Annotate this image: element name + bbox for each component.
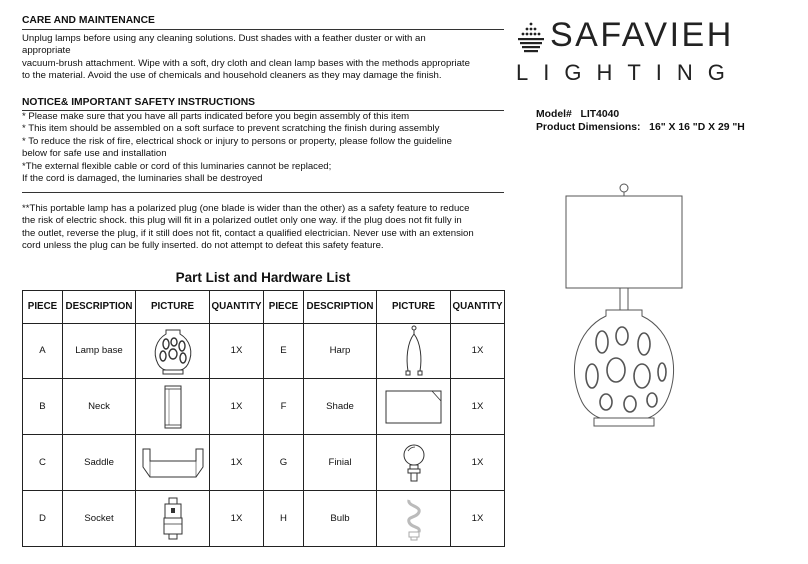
lamp-illustration bbox=[554, 180, 694, 440]
piece-cell: E bbox=[264, 323, 304, 379]
plug-warning bbox=[22, 203, 504, 253]
care-line: Unplug lamps before using any cleaning solutions. Dust shades with a feather duster or with an bbox=[22, 33, 426, 44]
notice-title: NOTICE& IMPORTANT SAFETY INSTRUCTIONS bbox=[22, 97, 256, 108]
piece-cell: G bbox=[264, 435, 304, 491]
quantity-cell: 1X bbox=[210, 435, 264, 491]
plug-line: the risk of electric shock. this plug will fit in a polarized outlet only one way. if the plug does not fit fully in bbox=[22, 215, 462, 227]
header-piece: PIECE bbox=[23, 291, 63, 324]
notice-body bbox=[22, 111, 504, 185]
picture-cell bbox=[377, 379, 451, 435]
quantity-cell: 1X bbox=[451, 379, 505, 435]
notice-line: *The external flexible cable or cord of this luminaries cannot be replaced; bbox=[22, 160, 332, 172]
picture-cell bbox=[377, 323, 451, 379]
care-body bbox=[22, 33, 504, 83]
table-row bbox=[23, 491, 505, 547]
dimensions-value: 16" X 16 "D X 29 "H bbox=[649, 122, 745, 133]
diamond-dots-icon bbox=[516, 22, 546, 54]
description-cell: Lamp base bbox=[63, 323, 136, 379]
socket-icon bbox=[158, 496, 188, 542]
header-piece: PIECE bbox=[264, 291, 304, 324]
picture-cell bbox=[136, 323, 210, 379]
notice-bottom-divider bbox=[22, 192, 504, 193]
care-line: to the material. Avoid the use of chemicals and household cleaners as they may damage the finish. bbox=[22, 70, 442, 82]
brand-logo bbox=[514, 14, 804, 86]
lamp-base-icon bbox=[148, 326, 198, 376]
description-cell: Shade bbox=[304, 379, 377, 435]
dimensions-line bbox=[536, 121, 745, 134]
product-column bbox=[508, 0, 808, 564]
harp-icon bbox=[399, 325, 429, 377]
finial-icon bbox=[399, 441, 429, 485]
header-picture: PICTURE bbox=[377, 291, 451, 324]
quantity-cell: 1X bbox=[451, 435, 505, 491]
product-info bbox=[536, 108, 745, 134]
piece-cell: B bbox=[23, 379, 63, 435]
description-cell: Neck bbox=[63, 379, 136, 435]
neck-icon bbox=[161, 384, 185, 430]
header-description: DESCRIPTION bbox=[63, 291, 136, 324]
care-line: vacuum-brush attachment. Wipe with a soft, dry cloth and clean lamp bases with the methods appropriate bbox=[22, 57, 470, 69]
table-header-row bbox=[23, 291, 505, 324]
picture-cell bbox=[136, 491, 210, 547]
quantity-cell: 1X bbox=[451, 491, 505, 547]
notice-line: If the cord is damaged, the luminaries shall be destroyed bbox=[22, 173, 263, 185]
plug-line: cord unless the plug can be fully inserted. do not attempt to defeat this safety feature. bbox=[22, 240, 384, 252]
bulb-icon bbox=[399, 496, 429, 542]
saddle-icon bbox=[140, 443, 206, 483]
picture-cell bbox=[136, 435, 210, 491]
description-cell: Socket bbox=[63, 491, 136, 547]
header-quantity: QUANTITY bbox=[451, 291, 505, 324]
model-line bbox=[536, 108, 745, 121]
table-row bbox=[23, 379, 505, 435]
description-cell: Bulb bbox=[304, 491, 377, 547]
piece-cell: C bbox=[23, 435, 63, 491]
notice-line: below for safe use and installation bbox=[22, 148, 167, 160]
picture-cell bbox=[377, 435, 451, 491]
quantity-cell: 1X bbox=[210, 323, 264, 379]
piece-cell: A bbox=[23, 323, 63, 379]
quantity-cell: 1X bbox=[210, 491, 264, 547]
care-divider bbox=[22, 29, 504, 30]
header-picture: PICTURE bbox=[136, 291, 210, 324]
picture-cell bbox=[377, 491, 451, 547]
quantity-cell: 1X bbox=[451, 323, 505, 379]
piece-cell: H bbox=[264, 491, 304, 547]
brand-subtitle: LIGHTING bbox=[516, 60, 740, 85]
quantity-cell: 1X bbox=[210, 379, 264, 435]
piece-cell: F bbox=[264, 379, 304, 435]
plug-line: the outlet, reverse the plug, if it still does not fit, contact a qualified electrician. Never use with an extension bbox=[22, 227, 474, 239]
piece-cell: D bbox=[23, 491, 63, 547]
notice-line: * This item should be assembled on a soft surface to prevent scratching the finish during assembly bbox=[22, 123, 440, 135]
parts-title: Part List and Hardware List bbox=[175, 270, 351, 285]
model-number: LIT4040 bbox=[580, 109, 620, 120]
model-label: Model# bbox=[536, 109, 572, 120]
header-description: DESCRIPTION bbox=[304, 291, 377, 324]
parts-table bbox=[22, 290, 505, 547]
dimensions-label: Product Dimensions: bbox=[536, 122, 641, 133]
description-cell: Saddle bbox=[63, 435, 136, 491]
notice-line: * Please make sure that you have all parts indicated before you begin assembly of this item bbox=[22, 111, 410, 122]
brand-name: SAFAVIEH bbox=[550, 16, 734, 54]
care-line: appropriate bbox=[22, 45, 71, 57]
table-row bbox=[23, 323, 505, 379]
description-cell: Finial bbox=[304, 435, 377, 491]
picture-cell bbox=[136, 379, 210, 435]
notice-line: * To reduce the risk of fire, electrical shock or injury to persons or property, please follow the guideline bbox=[22, 135, 452, 147]
table-row bbox=[23, 435, 505, 491]
shade-icon bbox=[384, 387, 444, 427]
care-title: CARE AND MAINTENANCE bbox=[22, 15, 155, 26]
header-quantity: QUANTITY bbox=[210, 291, 264, 324]
plug-line: **This portable lamp has a polarized plug (one blade is wider than the other) as a safety feature to reduce bbox=[22, 203, 470, 214]
description-cell: Harp bbox=[304, 323, 377, 379]
